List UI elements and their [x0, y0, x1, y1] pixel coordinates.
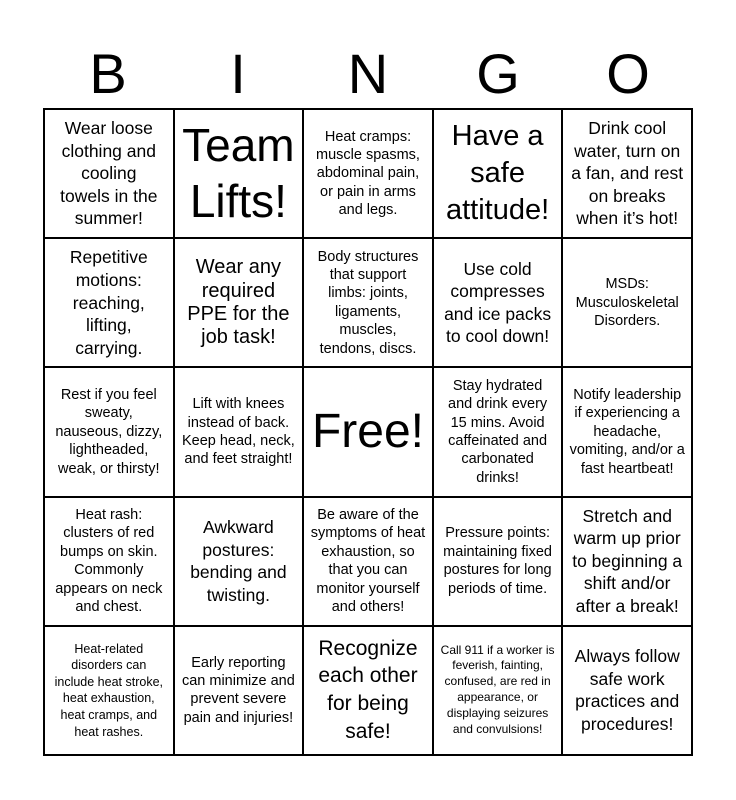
bingo-cell[interactable] [434, 239, 564, 368]
cell-text: Use cold compresses and ice packs to cool down! [444, 258, 552, 347]
header-letter-g: G [476, 42, 520, 105]
bingo-cell[interactable] [304, 498, 434, 627]
cell-text: Stay hydrated and drink every 15 mins. Avoid caffeinated and carbonated drinks! [448, 377, 548, 486]
bingo-header [43, 40, 693, 108]
bingo-cell[interactable] [563, 110, 693, 239]
bingo-cell[interactable] [563, 627, 693, 756]
bingo-cell[interactable] [45, 110, 175, 239]
bingo-cell[interactable] [175, 110, 305, 239]
bingo-cell[interactable] [175, 368, 305, 497]
cell-text: Call 911 if a worker is feverish, fainting, confused, are red in appearance, or displaying seizures and convulsions! [440, 642, 555, 737]
cell-text: Team Lifts! [182, 119, 295, 227]
cell-text: MSDs: Musculoskeletal Disorders. [575, 276, 679, 329]
cell-text: Recognize each other for being safe! [318, 636, 418, 744]
bingo-cell[interactable] [563, 239, 693, 368]
bingo-cell[interactable] [304, 110, 434, 239]
header-letter-n: N [347, 42, 389, 105]
bingo-cell[interactable] [563, 498, 693, 627]
cell-text: Wear loose clothing and cooling towels in the summer! [60, 118, 158, 229]
bingo-cell[interactable] [45, 239, 175, 368]
header-letter-i: I [230, 42, 246, 105]
cell-text: Notify leadership if experiencing a headache, vomiting, and/or a fast heartbeat! [569, 386, 685, 477]
bingo-cell[interactable] [563, 368, 693, 497]
free-space-label: Free! [311, 405, 424, 459]
cell-text: Be aware of the symptoms of heat exhaustion, so that you can monitor yourself and others! [310, 506, 426, 615]
bingo-cell[interactable] [304, 368, 434, 497]
cell-text: Body structures that support limbs: joints, ligaments, muscles, tendons, discs. [317, 248, 419, 357]
cell-text: Repetitive motions: reaching, lifting, carrying. [69, 247, 148, 358]
cell-text: Lift with knees instead of back. Keep head, neck, and feet straight! [181, 396, 295, 468]
bingo-cell[interactable] [45, 368, 175, 497]
cell-text: Pressure points: maintaining fixed postures for long periods of time. [443, 525, 552, 597]
header-letter-o: O [606, 42, 650, 105]
cell-text: Wear any required PPE for the job task! [187, 256, 290, 348]
cell-text: Drink cool water, turn on a fan, and rest on breaks when it’s hot! [571, 118, 684, 229]
bingo-cell[interactable] [175, 627, 305, 756]
bingo-cell[interactable] [304, 239, 434, 368]
header-letter-b: B [89, 42, 127, 105]
bingo-cell[interactable] [434, 498, 564, 627]
cell-text: Early reporting can minimize and prevent severe pain and injuries! [181, 654, 295, 726]
bingo-cell[interactable] [434, 368, 564, 497]
bingo-cell[interactable] [175, 498, 305, 627]
cell-text: Always follow safe work practices and procedures! [574, 646, 680, 734]
cell-text: Heat-related disorders can include heat stroke, heat exhaustion, heat cramps, and heat rashes. [54, 641, 163, 739]
cell-text: Heat rash: clusters of red bumps on skin. Commonly appears on neck and chest. [55, 506, 163, 615]
cell-text: Awkward postures: bending and twisting. [190, 517, 287, 605]
bingo-cell[interactable] [434, 627, 564, 756]
bingo-cell[interactable] [45, 498, 175, 627]
bingo-cell[interactable] [304, 627, 434, 756]
cell-text: Heat cramps: muscle spasms, abdominal pain, or pain in arms and legs. [316, 128, 420, 219]
cell-text: Stretch and warm up prior to beginning a shift and/or after a break! [572, 505, 683, 617]
bingo-cell[interactable] [45, 627, 175, 756]
bingo-board [43, 108, 693, 756]
bingo-cell[interactable] [175, 239, 305, 368]
cell-text: Have a safe attitude! [446, 119, 550, 227]
cell-text: Rest if you feel sweaty, nauseous, dizzy, lightheaded, weak, or thirsty! [55, 386, 163, 477]
bingo-cell[interactable] [434, 110, 564, 239]
